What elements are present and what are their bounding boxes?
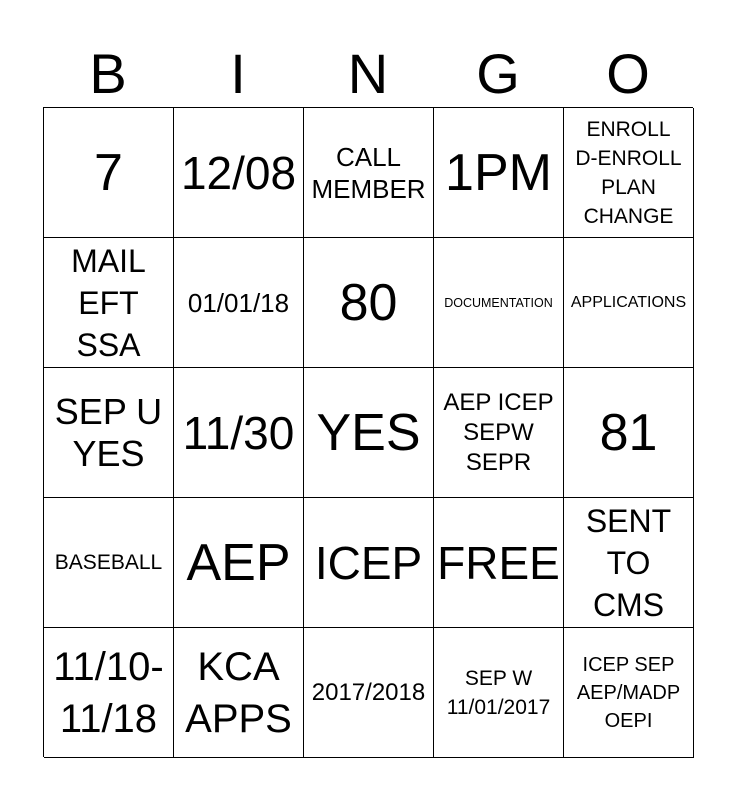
bingo-cell[interactable] (434, 628, 564, 758)
bingo-cell[interactable] (434, 108, 564, 238)
bingo-cell[interactable] (304, 238, 434, 368)
bingo-cell-text: SENT TO CMS (585, 502, 672, 623)
bingo-cell-text: 81 (599, 403, 658, 462)
bingo-cell-text: 80 (339, 273, 398, 332)
bingo-cell-text: CALL MEMBER (311, 141, 426, 204)
bingo-cell-text: SEP U YES (54, 390, 163, 474)
bingo-cell-text: AEP (186, 533, 291, 592)
bingo-cell-text: 01/01/18 (187, 287, 290, 318)
bingo-cell[interactable] (564, 628, 694, 758)
bingo-cell-text: FREE (437, 536, 560, 589)
bingo-cell-text: KCA APPS (185, 644, 292, 741)
bingo-cell[interactable] (44, 498, 174, 628)
bingo-cell[interactable] (174, 368, 304, 498)
bingo-card-grid (43, 107, 693, 757)
bingo-cell-text: 1PM (445, 143, 552, 202)
header-letter-n: N (347, 42, 389, 105)
bingo-cell[interactable] (174, 108, 304, 238)
bingo-cell[interactable] (434, 368, 564, 498)
bingo-cell-text: ICEP SEP AEP/MADP OEPI (576, 653, 681, 732)
bingo-cell[interactable] (304, 368, 434, 498)
bingo-cell-text: 12/08 (180, 146, 297, 199)
header-letter-b: B (89, 42, 127, 105)
bingo-cell[interactable] (304, 498, 434, 628)
bingo-cell[interactable] (44, 238, 174, 368)
bingo-cell-text: YES (316, 403, 421, 462)
bingo-cell[interactable] (564, 498, 694, 628)
bingo-cell[interactable] (304, 628, 434, 758)
bingo-cell-text: AEP ICEP SEPW SEPR (443, 388, 554, 476)
bingo-header (43, 40, 693, 108)
bingo-cell[interactable] (564, 368, 694, 498)
bingo-cell[interactable] (564, 108, 694, 238)
bingo-cell-text: 2017/2018 (311, 678, 426, 706)
bingo-cell-text: 7 (94, 143, 123, 202)
bingo-cell[interactable] (174, 498, 304, 628)
bingo-cell-text: ENROLL D-ENROLL PLAN CHANGE (575, 117, 682, 228)
bingo-cell[interactable] (174, 628, 304, 758)
bingo-cell-text: APPLICATIONS (570, 293, 687, 311)
bingo-cell-text: MAIL EFT SSA (71, 242, 146, 363)
bingo-cell-text: 11/10- 11/18 (53, 644, 164, 741)
bingo-cell-text: BASEBALL (54, 551, 163, 574)
bingo-cell-text: 11/30 (182, 406, 295, 459)
bingo-cell[interactable] (304, 108, 434, 238)
bingo-cell-text: DOCUMENTATION (444, 295, 553, 310)
header-letter-g: G (476, 42, 520, 105)
bingo-cell[interactable] (434, 238, 564, 368)
bingo-cell[interactable] (44, 368, 174, 498)
bingo-cell[interactable] (44, 628, 174, 758)
bingo-cell-text: ICEP (314, 536, 423, 589)
bingo-cell[interactable] (434, 498, 564, 628)
header-letter-o: O (606, 42, 650, 105)
bingo-cell[interactable] (44, 108, 174, 238)
bingo-cell-text: SEP W 11/01/2017 (446, 666, 551, 719)
bingo-cell[interactable] (564, 238, 694, 368)
header-letter-i: I (230, 42, 246, 105)
bingo-cell[interactable] (174, 238, 304, 368)
